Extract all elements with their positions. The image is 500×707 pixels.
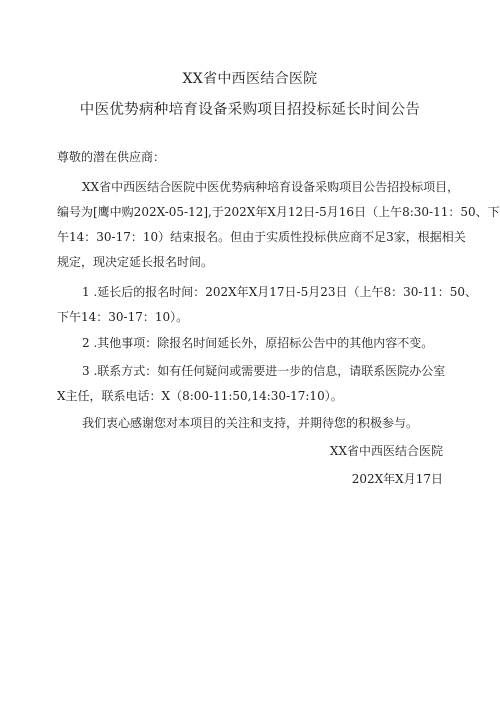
closing-line: 我们衷心感谢您对本项目的关注和支持，并期待您的积极参与。 — [82, 416, 419, 430]
signature-org: XX省中西医结合医院 — [329, 444, 443, 458]
salutation: 尊敬的潜在供应商： — [57, 150, 166, 164]
item1-line-1: 1 .延长后的报名时间：202X年X月17日-5月23日（上午8：30-11：50、 — [82, 285, 477, 299]
item3-line-2: X主任，联系电话：X（8:00-11:50,14:30-17:10）。 — [57, 389, 343, 403]
para1-line-3: 午14：30-17：10）结束报名。但由于实质性投标供应商不足3家，根据相关 — [57, 230, 466, 244]
para1-line-2: 编号为[鹰中购202X-05-12],于202X年X月12日-5月16日（上午8:30-11：50、下 — [57, 205, 500, 219]
signature-date: 202X年X月17日 — [351, 472, 443, 486]
para1-line-1: XX省中西医结合医院中医优势病种培育设备采购项目公告招投标项目， — [82, 180, 460, 194]
item2-line: 2 .其他事项：除报名时间延长外，原招标公告中的其他内容不变。 — [82, 336, 434, 350]
notice-title: 中医优势病种培育设备采购项目招投标延长时间公告 — [79, 102, 421, 118]
org-title: XX省中西医结合医院 — [182, 71, 318, 87]
item3-line-1: 3 .联系方式：如有任何疑问或需要进一步的信息，请联系医院办公室 — [82, 364, 446, 378]
para1-line-4: 规定，现决定延长报名时间。 — [57, 255, 214, 269]
item1-line-2: 下午14：30-17：10）。 — [57, 310, 189, 324]
